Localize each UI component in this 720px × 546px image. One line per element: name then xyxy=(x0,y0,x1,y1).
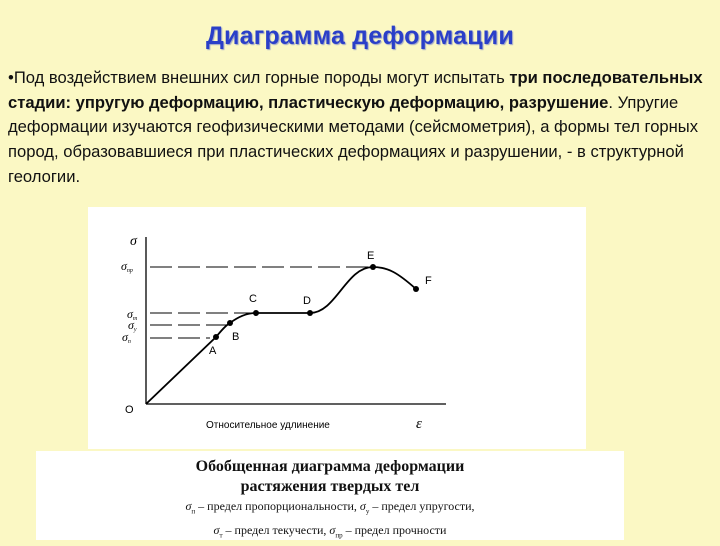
point-a-marker xyxy=(213,334,219,340)
caption-title-line-1: Обобщенная диаграмма деформации xyxy=(195,458,465,475)
caption-title-line-2: растяжения твердых тел xyxy=(240,478,420,495)
point-b-marker xyxy=(227,320,233,326)
point-e-label: E xyxy=(367,250,375,262)
caption-legend-line-1: $\sigma_п$ – предел пропорциональности, $\sigma_у$ – предел упругости, xyxy=(185,499,475,516)
sigma-t-label: σт xyxy=(127,307,138,322)
caption-legend-line-2: $\sigma_т$ – предел текучести, $\sigma_{пр}$ – предел прочности xyxy=(213,523,447,540)
sigma-pr-label: σпр xyxy=(121,259,133,274)
stress-strain-curve xyxy=(146,267,416,404)
body-paragraph xyxy=(8,66,710,190)
point-c-marker xyxy=(253,310,259,316)
x-axis-symbol: ε xyxy=(416,416,422,432)
origin-label: О xyxy=(125,404,134,416)
paragraph-text-2: . Упругие деформации изучаются геофизическими методами (сейсмометрия), а формы тел горных пород, образовавшиеся при пластических деформациях и разрушении, - в структурной геологии. xyxy=(8,92,699,186)
point-d-marker xyxy=(307,310,313,316)
caption-box xyxy=(36,451,624,540)
point-a-label: A xyxy=(209,345,217,357)
x-axis-label: Относительное удлинение xyxy=(206,420,330,431)
sigma-p-label: σп xyxy=(122,330,131,345)
point-e-marker xyxy=(370,264,376,270)
sigma-y-label: σу xyxy=(128,318,137,333)
deformation-diagram xyxy=(88,207,586,449)
point-f-label: F xyxy=(425,275,432,287)
point-c-label: C xyxy=(249,293,257,305)
y-axis-symbol: σ xyxy=(130,234,137,249)
bullet: • xyxy=(8,68,14,87)
slide-title: Диаграмма деформации xyxy=(206,22,514,50)
paragraph-text-1: Под воздействием внешних сил горные породы могут испытать xyxy=(13,68,510,87)
diagram-svg xyxy=(88,207,586,449)
paragraph-bold-text: три последовательных стадии: упругую деформацию, пластическую деформацию, разрушение xyxy=(8,68,703,112)
point-b-label: B xyxy=(232,331,240,343)
point-d-label: D xyxy=(303,295,311,307)
point-f-marker xyxy=(413,286,419,292)
